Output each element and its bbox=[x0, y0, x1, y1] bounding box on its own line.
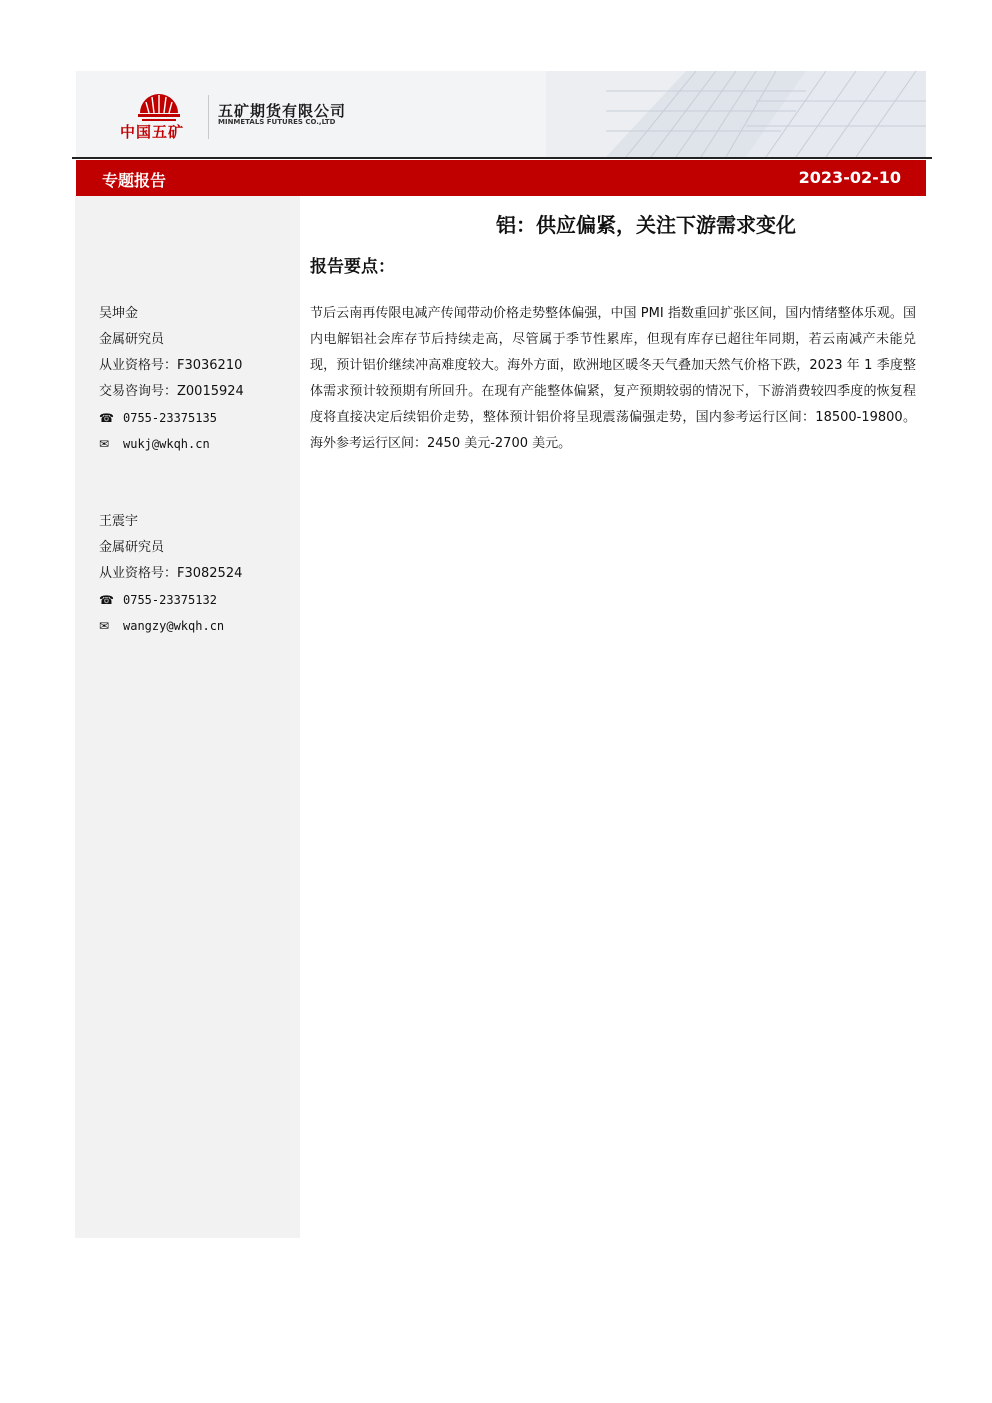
header-rule bbox=[72, 157, 932, 159]
analyst-sidebar bbox=[75, 196, 300, 1238]
logo-text-cn: 中国五矿 bbox=[120, 123, 185, 141]
analyst-consulting-number: 交易咨询号：Z0015924 bbox=[99, 384, 244, 399]
analyst-email[interactable]: wukj@wkqh.cn bbox=[123, 437, 210, 451]
report-type-banner bbox=[76, 160, 926, 196]
analyst-name: 吴坤金 bbox=[99, 306, 139, 321]
analyst-qualification: 从业资格号：F3036210 bbox=[99, 358, 243, 373]
analyst-email-row bbox=[99, 613, 242, 639]
envelope-icon: ✉ bbox=[99, 437, 110, 451]
analyst-card bbox=[99, 509, 242, 639]
analyst-phone-row bbox=[99, 405, 244, 431]
company-name-en: MINMETALS FUTURES CO.,LTD bbox=[218, 118, 336, 126]
analyst-email[interactable]: wangzy@wkqh.cn bbox=[123, 619, 225, 633]
report-summary-paragraph: 节后云南再传限电减产传闻带动价格走势整体偏强，中国 PMI 指数重回扩张区间，国内情绪整体乐观。国内电解铝社会库存节后持续走高，尽管属于季节性累库，但现有库存已超往年同期，若云南减产未能兑现，预计铝价继续冲高难度较大。海外方面，欧洲地区暖冬天气叠加天然气价格下跌，2023 年 1 季度整体需求预计较预期有所回升。在现有产能整体偏紧，复产预期较弱的情况下，下游消费较四季度的恢复程度将直接决定后续铝价走势，整体预计铝价将呈现震荡偏强走势，国内参考运行区间：18500-19800。海外参考运行区间：2450 美元-2700 美元。 bbox=[310, 306, 916, 451]
analyst-card bbox=[99, 301, 244, 457]
analyst-phone: 0755-23375132 bbox=[123, 593, 217, 607]
analyst-role: 金属研究员 bbox=[99, 540, 165, 555]
envelope-icon: ✉ bbox=[99, 619, 110, 633]
analyst-phone-row bbox=[99, 587, 242, 613]
logo-divider bbox=[208, 95, 209, 139]
report-key-points-heading: 报告要点： bbox=[310, 257, 395, 277]
report-title: 铝：供应偏紧，关注下游需求变化 bbox=[496, 213, 796, 237]
analyst-qualification: 从业资格号：F3082524 bbox=[99, 566, 243, 581]
company-name-cn: 五矿期货有限公司 bbox=[218, 102, 347, 120]
phone-icon: ☎ bbox=[99, 411, 114, 425]
analyst-email-row bbox=[99, 431, 244, 457]
phone-icon: ☎ bbox=[99, 593, 114, 607]
analyst-name: 王震宇 bbox=[99, 514, 139, 529]
page-header bbox=[76, 71, 926, 157]
minmetals-logo-icon bbox=[136, 83, 182, 123]
analyst-phone: 0755-23375135 bbox=[123, 411, 217, 425]
analyst-role: 金属研究员 bbox=[99, 332, 165, 347]
building-background-graphic bbox=[546, 71, 926, 157]
report-date: 2023-02-10 bbox=[798, 168, 901, 187]
report-type-label: 专题报告 bbox=[102, 171, 167, 190]
